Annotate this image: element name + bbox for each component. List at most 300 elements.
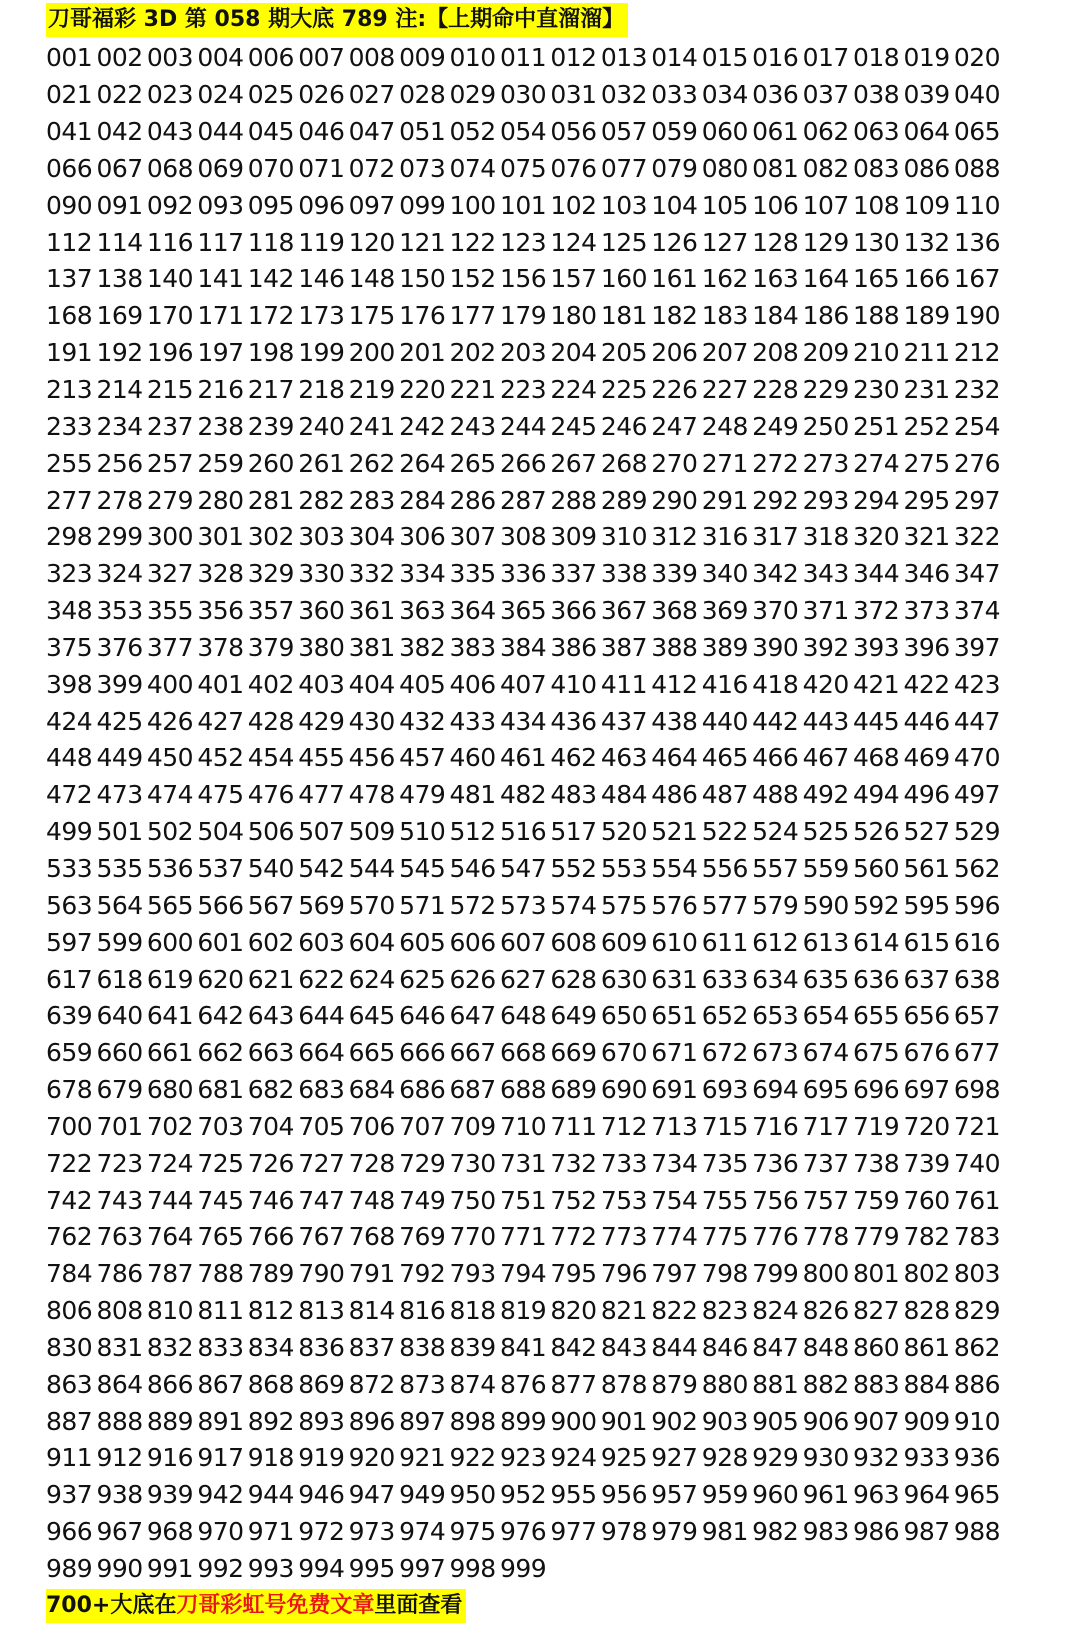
number-cell: 447 — [953, 706, 1001, 736]
number-cell: 479 — [399, 780, 446, 810]
number-cell: 965 — [953, 1480, 1001, 1510]
number-cell: 163 — [752, 264, 799, 294]
number-cell: 039 — [903, 80, 950, 110]
number-cell: 867 — [197, 1369, 244, 1399]
number-cell: 649 — [550, 1001, 597, 1031]
number-cell: 466 — [752, 743, 799, 773]
number-cell: 771 — [499, 1222, 547, 1252]
number-cell: 646 — [399, 1001, 446, 1031]
number-cell: 201 — [399, 338, 446, 368]
number-cell: 924 — [550, 1443, 597, 1473]
number-cell: 674 — [802, 1038, 849, 1068]
number-row — [46, 1072, 1036, 1109]
number-cell: 743 — [96, 1185, 143, 1215]
number-cell: 446 — [903, 706, 950, 736]
number-cell: 999 — [499, 1554, 547, 1584]
number-cell: 535 — [96, 853, 143, 883]
number-cell: 638 — [953, 964, 1001, 994]
number-cell: 328 — [197, 559, 244, 589]
number-cell: 900 — [550, 1406, 597, 1436]
number-cell: 553 — [600, 853, 648, 883]
number-cell: 403 — [298, 669, 345, 699]
number-cell: 565 — [146, 890, 194, 920]
number-cell: 267 — [550, 448, 597, 478]
number-cell: 830 — [46, 1332, 93, 1362]
number-cell: 909 — [903, 1406, 950, 1436]
number-cell: 705 — [298, 1111, 345, 1141]
number-cell: 141 — [197, 264, 244, 294]
number-row — [46, 1403, 1036, 1440]
number-cell: 949 — [399, 1480, 446, 1510]
number-cell: 905 — [752, 1406, 799, 1436]
number-cell: 027 — [348, 80, 395, 110]
number-cell: 615 — [903, 927, 950, 957]
number-cell: 554 — [651, 853, 698, 883]
number-cell: 238 — [197, 411, 244, 441]
number-cell: 604 — [348, 927, 395, 957]
number-cell: 838 — [399, 1332, 446, 1362]
number-cell: 626 — [449, 964, 496, 994]
number-cell: 977 — [550, 1517, 597, 1547]
number-cell: 482 — [499, 780, 547, 810]
number-cell: 012 — [550, 43, 597, 73]
number-cell: 002 — [96, 43, 143, 73]
number-cell: 161 — [651, 264, 698, 294]
number-cell: 689 — [550, 1075, 597, 1105]
number-cell: 082 — [802, 153, 849, 183]
number-cell: 164 — [802, 264, 849, 294]
number-cell: 762 — [46, 1222, 93, 1252]
number-cell: 938 — [96, 1480, 143, 1510]
number-cell: 567 — [247, 890, 294, 920]
number-cell: 754 — [651, 1185, 698, 1215]
number-cell: 449 — [96, 743, 143, 773]
number-cell: 494 — [853, 780, 900, 810]
number-cell: 230 — [853, 375, 900, 405]
number-cell: 004 — [197, 43, 244, 73]
number-cell: 370 — [752, 596, 799, 626]
number-cell: 803 — [953, 1259, 1001, 1289]
number-cell: 681 — [197, 1075, 244, 1105]
number-cell: 772 — [550, 1222, 597, 1252]
number-cell: 735 — [701, 1148, 748, 1178]
number-cell: 051 — [399, 117, 446, 147]
number-cell: 257 — [146, 448, 194, 478]
number-cell: 653 — [752, 1001, 799, 1031]
number-cell: 323 — [46, 559, 93, 589]
number-cell: 157 — [550, 264, 597, 294]
number-cell: 676 — [903, 1038, 950, 1068]
number-cell: 542 — [298, 853, 345, 883]
number-cell: 211 — [903, 338, 950, 368]
number-cell: 993 — [247, 1554, 294, 1584]
number-cell: 478 — [348, 780, 395, 810]
number-cell: 404 — [348, 669, 395, 699]
number-cell: 080 — [701, 153, 748, 183]
number-cell: 031 — [550, 80, 597, 110]
number-cell: 702 — [146, 1111, 194, 1141]
number-cell: 342 — [752, 559, 799, 589]
number-row — [46, 1551, 1036, 1588]
number-row — [46, 261, 1036, 298]
number-cell: 044 — [197, 117, 244, 147]
number-cell: 544 — [348, 853, 395, 883]
number-cell: 128 — [752, 227, 799, 257]
number-cell: 843 — [600, 1332, 648, 1362]
number-cell: 116 — [146, 227, 194, 257]
number-cell: 798 — [701, 1259, 748, 1289]
number-cell: 037 — [802, 80, 849, 110]
number-cell: 105 — [701, 190, 748, 220]
number-cell: 180 — [550, 301, 597, 331]
number-cell: 499 — [46, 817, 93, 847]
number-cell: 569 — [298, 890, 345, 920]
number-cell: 973 — [348, 1517, 395, 1547]
number-cell: 989 — [46, 1554, 93, 1584]
number-row — [46, 445, 1036, 482]
number-cell: 177 — [449, 301, 496, 331]
number-cell: 713 — [651, 1111, 698, 1141]
number-cell: 880 — [701, 1369, 748, 1399]
number-cell: 445 — [853, 706, 900, 736]
number-cell: 260 — [247, 448, 294, 478]
number-cell: 559 — [802, 853, 849, 883]
number-cell: 624 — [348, 964, 395, 994]
number-cell: 884 — [903, 1369, 950, 1399]
number-cell: 991 — [146, 1554, 194, 1584]
number-cell: 601 — [197, 927, 244, 957]
number-cell: 614 — [853, 927, 900, 957]
number-cell: 740 — [953, 1148, 1001, 1178]
number-cell: 140 — [146, 264, 194, 294]
number-cell: 112 — [46, 227, 93, 257]
number-cell: 690 — [600, 1075, 648, 1105]
number-row — [46, 556, 1036, 593]
number-cell: 572 — [449, 890, 496, 920]
number-cell: 677 — [953, 1038, 1001, 1068]
number-cell: 665 — [348, 1038, 395, 1068]
number-cell: 378 — [197, 632, 244, 662]
number-cell: 047 — [348, 117, 395, 147]
number-cell: 521 — [651, 817, 698, 847]
number-cell: 722 — [46, 1148, 93, 1178]
number-cell: 400 — [146, 669, 194, 699]
number-cell: 876 — [499, 1369, 547, 1399]
number-cell: 312 — [651, 522, 698, 552]
number-cell: 016 — [752, 43, 799, 73]
number-cell: 380 — [298, 632, 345, 662]
number-row — [46, 998, 1036, 1035]
number-cell: 818 — [449, 1296, 496, 1326]
number-cell: 399 — [96, 669, 143, 699]
number-cell: 603 — [298, 927, 345, 957]
number-cell: 075 — [499, 153, 547, 183]
number-cell: 224 — [550, 375, 597, 405]
number-cell: 902 — [651, 1406, 698, 1436]
number-cell: 293 — [802, 485, 849, 515]
number-cell: 778 — [802, 1222, 849, 1252]
number-cell: 026 — [298, 80, 345, 110]
number-cell: 242 — [399, 411, 446, 441]
number-cell: 106 — [752, 190, 799, 220]
number-row — [46, 1035, 1036, 1072]
number-cell: 806 — [46, 1296, 93, 1326]
number-cell: 423 — [953, 669, 1001, 699]
number-cell: 041 — [46, 117, 93, 147]
number-cell: 196 — [146, 338, 194, 368]
number-cell: 982 — [752, 1517, 799, 1547]
number-cell: 410 — [550, 669, 597, 699]
number-cell: 338 — [600, 559, 648, 589]
number-cell: 091 — [96, 190, 143, 220]
number-row — [46, 151, 1036, 188]
number-cell: 866 — [146, 1369, 194, 1399]
number-cell: 556 — [701, 853, 748, 883]
number-cell: 243 — [449, 411, 496, 441]
number-cell: 248 — [701, 411, 748, 441]
number-row — [46, 814, 1036, 851]
number-cell: 997 — [399, 1554, 446, 1584]
number-cell: 832 — [146, 1332, 194, 1362]
number-cell: 995 — [348, 1554, 395, 1584]
number-cell: 454 — [247, 743, 294, 773]
number-cell: 353 — [96, 596, 143, 626]
number-cell: 226 — [651, 375, 698, 405]
number-cell: 736 — [752, 1148, 799, 1178]
number-cell: 877 — [550, 1369, 597, 1399]
number-cell: 062 — [802, 117, 849, 147]
number-cell: 418 — [752, 669, 799, 699]
number-cell: 487 — [701, 780, 748, 810]
number-cell: 860 — [853, 1332, 900, 1362]
number-cell: 636 — [853, 964, 900, 994]
number-cell: 061 — [752, 117, 799, 147]
number-cell: 428 — [247, 706, 294, 736]
number-cell: 547 — [499, 853, 547, 883]
number-cell: 706 — [348, 1111, 395, 1141]
number-cell: 970 — [197, 1517, 244, 1547]
number-cell: 374 — [953, 596, 1001, 626]
number-cell: 206 — [651, 338, 698, 368]
number-cell: 715 — [701, 1111, 748, 1141]
number-cell: 340 — [701, 559, 748, 589]
number-cell: 270 — [651, 448, 698, 478]
number-cell: 443 — [802, 706, 849, 736]
number-cell: 473 — [96, 780, 143, 810]
number-cell: 022 — [96, 80, 143, 110]
number-cell: 434 — [499, 706, 547, 736]
number-cell: 179 — [499, 301, 547, 331]
number-cell: 014 — [651, 43, 698, 73]
number-cell: 672 — [701, 1038, 748, 1068]
number-cell: 407 — [499, 669, 547, 699]
number-cell: 929 — [752, 1443, 799, 1473]
number-row — [46, 740, 1036, 777]
number-cell: 321 — [903, 522, 950, 552]
number-cell: 484 — [600, 780, 648, 810]
number-cell: 768 — [348, 1222, 395, 1252]
number-cell: 686 — [399, 1075, 446, 1105]
number-cell: 233 — [46, 411, 93, 441]
number-cell: 893 — [298, 1406, 345, 1436]
number-cell: 826 — [802, 1296, 849, 1326]
number-cell: 766 — [247, 1222, 294, 1252]
number-cell: 525 — [802, 817, 849, 847]
number-cell: 613 — [802, 927, 849, 957]
number-cell: 590 — [802, 890, 849, 920]
number-cell: 281 — [247, 485, 294, 515]
number-cell: 127 — [701, 227, 748, 257]
number-cell: 992 — [197, 1554, 244, 1584]
number-cell: 083 — [853, 153, 900, 183]
number-cell: 683 — [298, 1075, 345, 1105]
number-cell: 175 — [348, 301, 395, 331]
number-cell: 968 — [146, 1517, 194, 1547]
number-cell: 936 — [953, 1443, 1001, 1473]
number-cell: 994 — [298, 1554, 345, 1584]
number-cell: 899 — [499, 1406, 547, 1436]
number-cell: 360 — [298, 596, 345, 626]
number-cell: 129 — [802, 227, 849, 257]
number-cell: 275 — [903, 448, 950, 478]
number-cell: 769 — [399, 1222, 446, 1252]
number-cell: 216 — [197, 375, 244, 405]
number-cell: 791 — [348, 1259, 395, 1289]
number-cell: 365 — [499, 596, 547, 626]
number-cell: 072 — [348, 153, 395, 183]
number-cell: 223 — [499, 375, 547, 405]
number-cell: 868 — [247, 1369, 294, 1399]
number-row — [46, 372, 1036, 409]
number-cell: 036 — [752, 80, 799, 110]
number-cell: 737 — [802, 1148, 849, 1178]
number-cell: 872 — [348, 1369, 395, 1399]
number-cell: 332 — [348, 559, 395, 589]
number-cell: 327 — [146, 559, 194, 589]
number-cell: 666 — [399, 1038, 446, 1068]
number-cell: 655 — [853, 1001, 900, 1031]
number-cell: 664 — [298, 1038, 345, 1068]
number-cell: 612 — [752, 927, 799, 957]
number-cell: 156 — [499, 264, 547, 294]
number-cell: 524 — [752, 817, 799, 847]
number-cell: 837 — [348, 1332, 395, 1362]
number-cell: 595 — [903, 890, 950, 920]
number-cell: 277 — [46, 485, 93, 515]
number-cell: 322 — [953, 522, 1001, 552]
number-cell: 635 — [802, 964, 849, 994]
number-cell: 250 — [802, 411, 849, 441]
number-cell: 600 — [146, 927, 194, 957]
number-cell: 043 — [146, 117, 194, 147]
number-cell: 688 — [499, 1075, 547, 1105]
number-cell: 698 — [953, 1075, 1001, 1105]
number-cell: 068 — [146, 153, 194, 183]
number-cell: 214 — [96, 375, 143, 405]
number-cell: 225 — [600, 375, 648, 405]
number-cell: 790 — [298, 1259, 345, 1289]
number-cell: 656 — [903, 1001, 950, 1031]
number-cell: 020 — [953, 43, 1001, 73]
number-cell: 879 — [651, 1369, 698, 1399]
number-cell: 836 — [298, 1332, 345, 1362]
number-cell: 925 — [600, 1443, 648, 1473]
number-cell: 024 — [197, 80, 244, 110]
number-cell: 575 — [600, 890, 648, 920]
number-cell: 474 — [146, 780, 194, 810]
number-cell: 797 — [651, 1259, 698, 1289]
number-cell: 775 — [701, 1222, 748, 1252]
number-cell: 241 — [348, 411, 395, 441]
number-cell: 961 — [802, 1480, 849, 1510]
number-cell: 516 — [499, 817, 547, 847]
number-cell: 839 — [449, 1332, 496, 1362]
number-cell: 647 — [449, 1001, 496, 1031]
number-cell: 330 — [298, 559, 345, 589]
number-cell: 661 — [146, 1038, 194, 1068]
number-cell: 307 — [449, 522, 496, 552]
number-cell: 641 — [146, 1001, 194, 1031]
number-cell: 687 — [449, 1075, 496, 1105]
number-cell: 008 — [348, 43, 395, 73]
number-cell: 460 — [449, 743, 496, 773]
number-cell: 348 — [46, 596, 93, 626]
number-cell: 234 — [96, 411, 143, 441]
number-cell: 695 — [802, 1075, 849, 1105]
number-cell: 976 — [499, 1517, 547, 1547]
number-cell: 324 — [96, 559, 143, 589]
number-cell: 059 — [651, 117, 698, 147]
number-cell: 910 — [953, 1406, 1001, 1436]
number-row — [46, 408, 1036, 445]
number-cell: 947 — [348, 1480, 395, 1510]
number-cell: 244 — [499, 411, 547, 441]
number-cell: 967 — [96, 1517, 143, 1547]
number-cell: 316 — [701, 522, 748, 552]
number-cell: 405 — [399, 669, 446, 699]
number-row — [46, 1108, 1036, 1145]
number-cell: 760 — [903, 1185, 950, 1215]
number-cell: 465 — [701, 743, 748, 773]
number-cell: 747 — [298, 1185, 345, 1215]
number-cell: 081 — [752, 153, 799, 183]
number-cell: 633 — [701, 964, 748, 994]
number-cell: 093 — [197, 190, 244, 220]
number-cell: 122 — [449, 227, 496, 257]
number-cell: 063 — [853, 117, 900, 147]
number-cell: 662 — [197, 1038, 244, 1068]
number-cell: 110 — [953, 190, 1001, 220]
number-cell: 170 — [146, 301, 194, 331]
number-cell: 114 — [96, 227, 143, 257]
number-cell: 124 — [550, 227, 597, 257]
number-cell: 960 — [752, 1480, 799, 1510]
number-row — [46, 1514, 1036, 1551]
number-cell: 650 — [600, 1001, 648, 1031]
number-cell: 831 — [96, 1332, 143, 1362]
number-row — [46, 593, 1036, 630]
number-cell: 486 — [651, 780, 698, 810]
number-cell: 300 — [146, 522, 194, 552]
number-cell: 265 — [449, 448, 496, 478]
number-cell: 755 — [701, 1185, 748, 1215]
number-cell: 749 — [399, 1185, 446, 1215]
footer-article-link-text: 刀哥彩虹号免费文章 — [176, 1593, 375, 1619]
number-cell: 200 — [348, 338, 395, 368]
number-cell: 964 — [903, 1480, 950, 1510]
number-cell: 933 — [903, 1443, 950, 1473]
number-cell: 040 — [953, 80, 1001, 110]
